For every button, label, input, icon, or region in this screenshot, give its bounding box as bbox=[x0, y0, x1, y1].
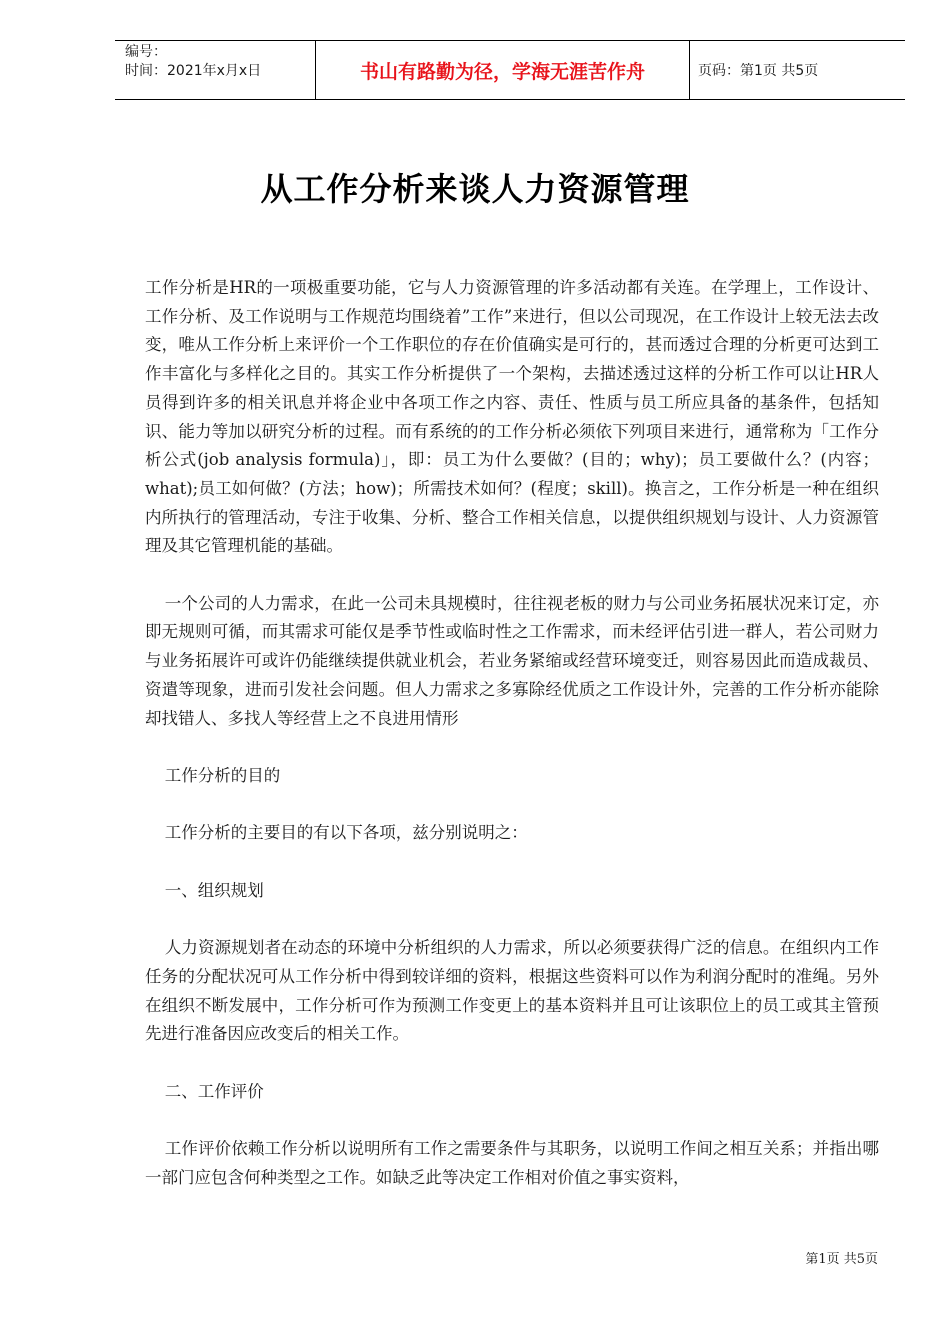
document-title: 从工作分析来谈人力资源管理 bbox=[260, 170, 690, 208]
body-paragraph: 工作分析是HR的一项极重要功能，它与人力资源管理的许多活动都有关连。在学理上，工作设计、工作分析、及工作说明与工作规范均围绕着”工作”来进行，但以公司现况，在工作设计上较无法去改变，唯从工作分析上来评价一个工作职位的存在价值确实是可行的，甚而透过合理的分析更可达到工作丰富化与多样化之目的。其实工作分析提供了一个架构，去描述透过这样的分析工作可以让HR人员得到许多的相关讯息并将企业中各项工作之内容、责任、性质与员工所应具备的基条件，包括知识、能力等加以研究分析的过程。而有系统的的工作分析必须依下列项目来进行，通常称为「工作分析公式(job analysis formula)」，即：员工为什么要做？(目的；why)；员工要做什么？(内容；what);员工如何做？(方法；how)；所需技术如何？(程度；skill)。换言之，工作分析是一种在组织内所执行的管理活动，专注于收集、分析、整合工作相关信息，以提供组织规划与设计、人力资源管理及其它管理机能的基础。 bbox=[145, 278, 879, 556]
section-heading: 一、组织规划 bbox=[164, 880, 264, 900]
page-footer: 第1页 共5页 bbox=[805, 1252, 878, 1267]
body-paragraph: 工作评价依赖工作分析以说明所有工作之需要条件与其职务，以说明工作间之相互关系；并指出哪一部门应包含何种类型之工作。如缺乏此等决定工作相对价值之事实资料， bbox=[145, 1138, 879, 1187]
header-page-info: 页码：第1页 共5页 bbox=[698, 63, 819, 79]
header-time-label: 时间：2021年x月x日 bbox=[125, 63, 262, 79]
section-heading: 二、工作评价 bbox=[164, 1081, 264, 1101]
body-paragraph: 人力资源规划者在动态的环境中分析组织的人力需求，所以必须要获得广泛的信息。在组织内工作任务的分配状况可从工作分析中得到较详细的资料，根据这些资料可以作为利润分配时的准绳。另外在组织不断发展中，工作分析可作为预测工作变更上的基本资料并且可让该职位上的员工或其主管预先进行准备因应改变后的相关工作。 bbox=[145, 938, 879, 1044]
header-motto: 书山有路勤为径，学海无涯苦作舟 bbox=[316, 41, 690, 99]
section-heading: 工作分析的目的 bbox=[164, 765, 281, 785]
body-paragraph: 一个公司的人力需求，在此一公司未具规模时，往往视老板的财力与公司业务拓展状况来订定，亦即无规则可循，而其需求可能仅是季节性或临时性之工作需求，而未经评估引进一群人，若公司财力与业务拓展许可或许仍能继续提供就业机会，若业务紧缩或经营环境变迁，则容易因此而造成裁员、资遣等现象，进而引发社会问题。但人力需求之多寡除经优质之工作设计外，完善的工作分析亦能除却找错人、多找人等经营上之不良进用情形 bbox=[145, 593, 879, 728]
page-header bbox=[115, 40, 905, 100]
document-body bbox=[145, 274, 879, 1192]
header-number-label: 编号： bbox=[125, 44, 167, 60]
body-paragraph: 工作分析的主要目的有以下各项，兹分别说明之： bbox=[164, 823, 528, 843]
header-meta bbox=[115, 41, 316, 99]
